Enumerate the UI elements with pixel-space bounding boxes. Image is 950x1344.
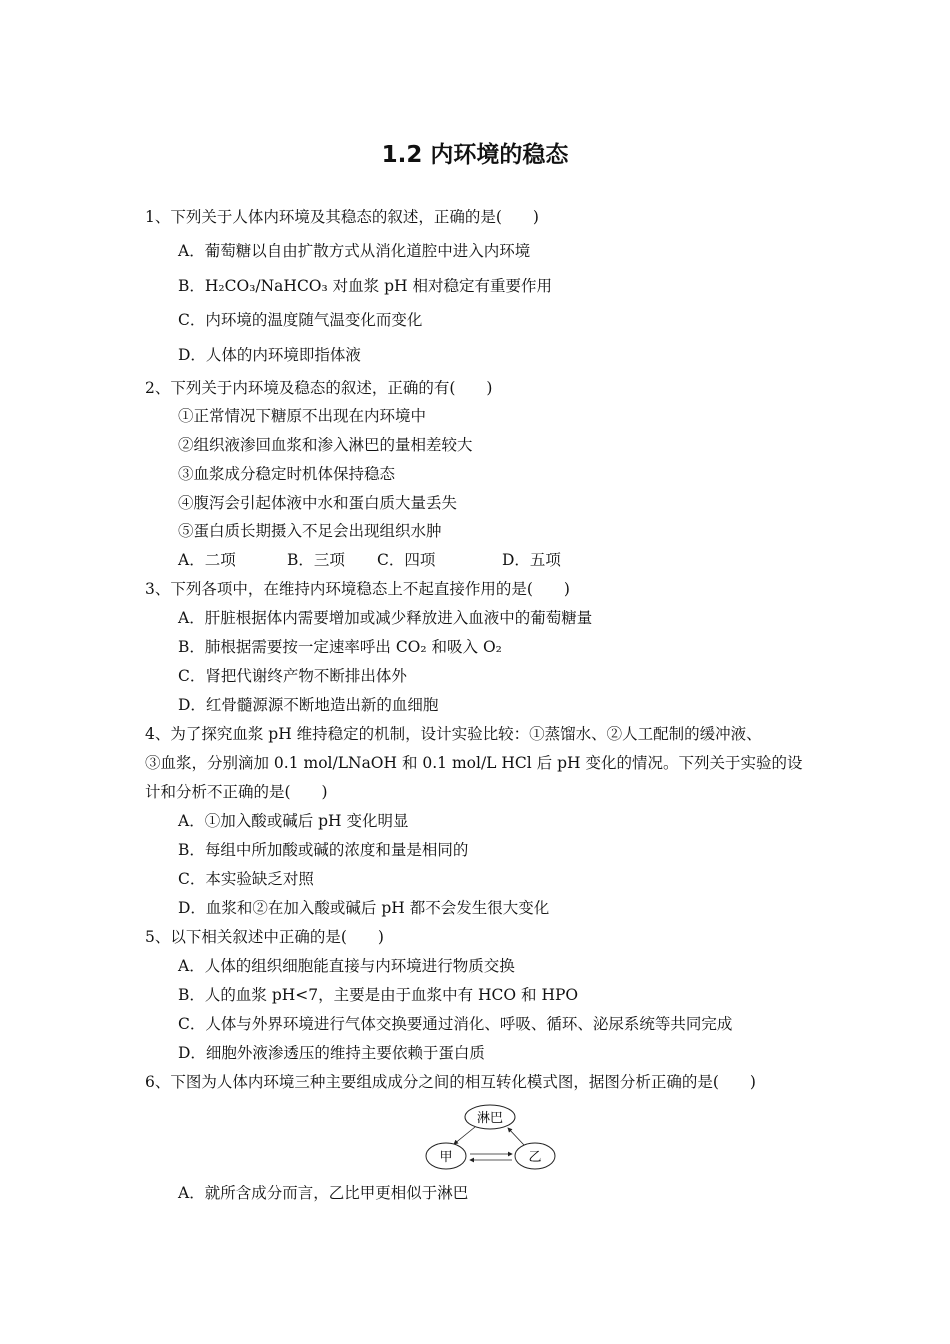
question-6-option-a: A．就所含成分而言，乙比甲更相似于淋巴 bbox=[178, 1184, 469, 1202]
question-4-option-a: A．①加入酸或碱后 pH 变化明显 bbox=[178, 812, 409, 830]
question-2-item: ②组织液渗回血浆和渗入淋巴的量相差较大 bbox=[178, 436, 473, 454]
question-5-option-a: A．人体的组织细胞能直接与内环境进行物质交换 bbox=[178, 957, 515, 975]
diagram-label-lymph: 淋巴 bbox=[476, 1111, 504, 1126]
question-1-option-a: A．葡萄糖以自由扩散方式从消化道腔中进入内环境 bbox=[178, 242, 531, 260]
question-2-item: ④腹泻会引起体液中水和蛋白质大量丢失 bbox=[178, 494, 458, 512]
question-2-option-b: B．三项 bbox=[287, 551, 345, 569]
question-2-stem: 2、下列关于内环境及稳态的叙述，正确的有( ) bbox=[145, 379, 493, 397]
body-fluid-conversion-diagram bbox=[420, 1103, 560, 1173]
question-6-stem: 6、下图为人体内环境三种主要组成成分之间的相互转化模式图，据图分析正确的是( ) bbox=[145, 1073, 756, 1091]
question-1-option-c: C．内环境的温度随气温变化而变化 bbox=[178, 311, 423, 329]
question-2-option-d: D．五项 bbox=[502, 551, 561, 569]
question-4-stem-line: 4、为了探究血浆 pH 维持稳定的机制，设计实验比较：①蒸馏水、②人工配制的缓冲液、 bbox=[145, 725, 762, 743]
question-4-option-b: B．每组中所加酸或碱的浓度和量是相同的 bbox=[178, 841, 469, 859]
question-2-item: ⑤蛋白质长期摄入不足会出现组织水肿 bbox=[178, 522, 442, 540]
question-5-option-b: B．人的血浆 pH<7，主要是由于血浆中有 HCO 和 HPO bbox=[178, 986, 579, 1004]
diagram-label-jia: 甲 bbox=[439, 1150, 453, 1165]
question-2-item: ①正常情况下糖原不出现在内环境中 bbox=[178, 407, 427, 425]
question-3-option-d: D．红骨髓源源不断地造出新的血细胞 bbox=[178, 696, 439, 714]
question-3-option-c: C．肾把代谢终产物不断排出体外 bbox=[178, 667, 407, 685]
question-5-option-d: D．细胞外液渗透压的维持主要依赖于蛋白质 bbox=[178, 1044, 485, 1062]
arrow-yi-to-lymph bbox=[508, 1128, 524, 1145]
question-1-option-d: D．人体的内环境即指体液 bbox=[178, 346, 361, 364]
question-4-stem-line: ③血浆，分别滴加 0.1 mol/LNaOH 和 0.1 mol/L HCl 后 pH 变化的情况。下列关于实验的设 bbox=[145, 754, 803, 772]
question-3-option-a: A．肝脏根据体内需要增加或减少释放进入血液中的葡萄糖量 bbox=[178, 609, 593, 627]
question-5-stem: 5、以下相关叙述中正确的是( ) bbox=[145, 928, 384, 946]
page-title: 1.2 内环境的稳态 bbox=[381, 142, 569, 168]
diagram-label-yi: 乙 bbox=[528, 1150, 542, 1165]
question-2-option-c: C．四项 bbox=[377, 551, 436, 569]
question-5-option-c: C．人体与外界环境进行气体交换要通过消化、呼吸、循环、泌尿系统等共同完成 bbox=[178, 1015, 733, 1033]
question-3-stem: 3、下列各项中，在维持内环境稳态上不起直接作用的是( ) bbox=[145, 580, 570, 598]
question-3-option-b: B．肺根据需要按一定速率呼出 CO₂ 和吸入 O₂ bbox=[178, 638, 502, 656]
question-1-stem: 1、下列关于人体内环境及其稳态的叙述，正确的是( ) bbox=[145, 208, 539, 226]
question-4-option-d: D．血浆和②在加入酸或碱后 pH 都不会发生很大变化 bbox=[178, 899, 550, 917]
question-4-stem-line: 计和分析不正确的是( ) bbox=[145, 783, 328, 801]
question-2-item: ③血浆成分稳定时机体保持稳态 bbox=[178, 465, 396, 483]
arrow-lymph-to-jia bbox=[454, 1127, 475, 1144]
question-4-option-c: C．本实验缺乏对照 bbox=[178, 870, 314, 888]
question-1-option-b: B．H₂CO₃/NaHCO₃ 对血浆 pH 相对稳定有重要作用 bbox=[178, 277, 552, 295]
question-2-option-a: A．二项 bbox=[178, 551, 236, 569]
